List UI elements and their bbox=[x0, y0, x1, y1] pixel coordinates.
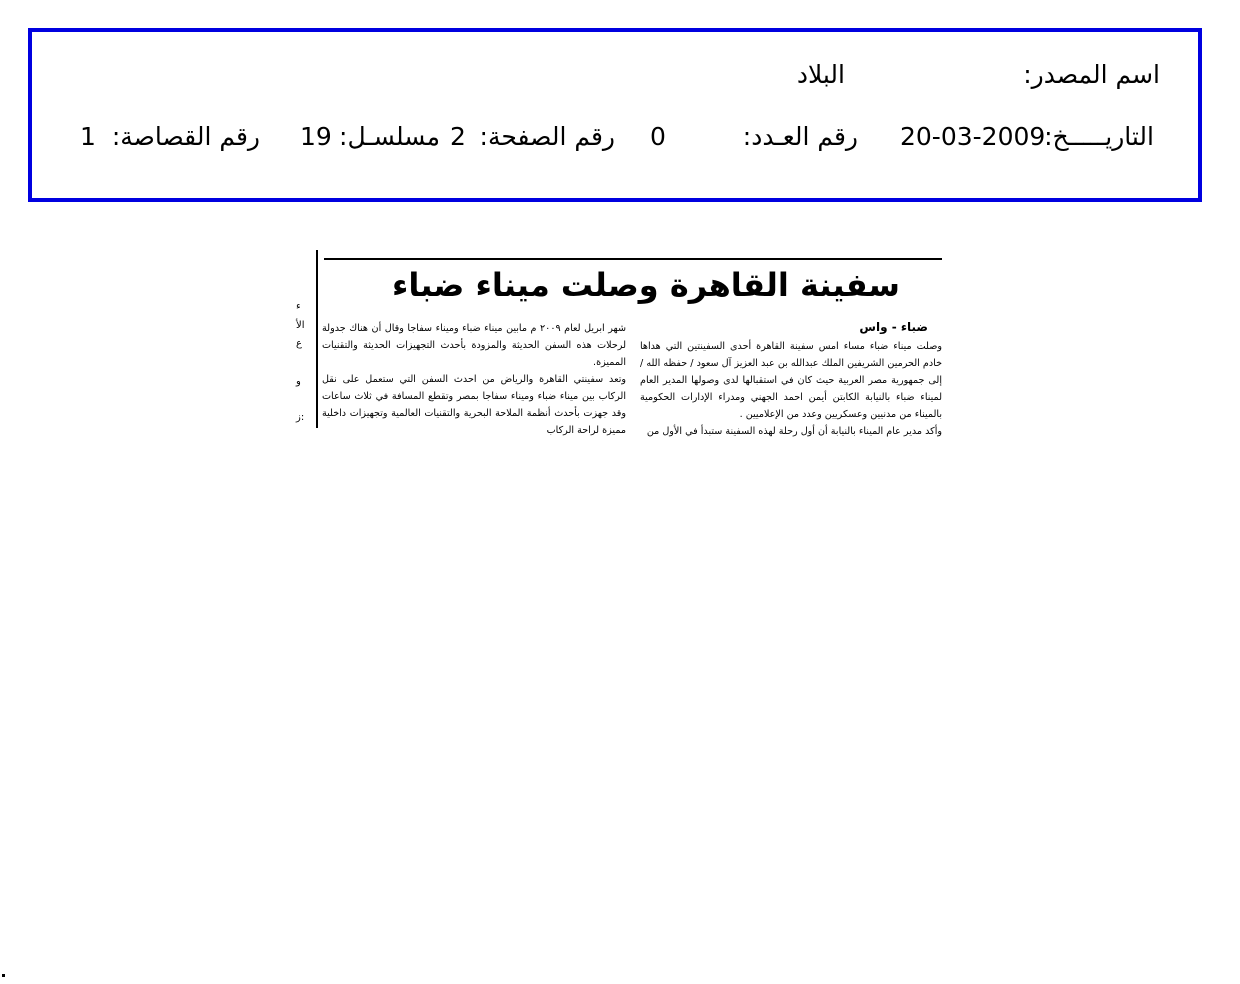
page-label: رقم الصفحة: bbox=[479, 122, 615, 151]
paragraph: وصلت ميناء ضباء مساء امس سفينة القاهرة أحدى السفينتين التي هداها خادم الحرمين الشريفين الملك عبدالله بن عبد العزيز آل سعود / حفظه الله / إلى جمهورية مصر العربية حيث كان في استقبالها لدى وصولها المدير العام لميناء ضباء بالنيابة الكابتن أيمن احمد الجهني ومدراء الإدارات الحكومية بالميناء من مدنيين وعسكريين وعدد من الإعلاميين . bbox=[640, 341, 942, 420]
source-label: اسم المصدر: bbox=[1023, 60, 1160, 89]
column-rule bbox=[316, 250, 318, 428]
page-value: 2 bbox=[450, 122, 466, 151]
cut-fragment: الأ bbox=[296, 320, 305, 331]
cut-fragment: و bbox=[296, 376, 301, 387]
article-left-column bbox=[322, 320, 626, 440]
date-label: التاريـــــخ: bbox=[1044, 122, 1154, 151]
cut-fragment: ز: bbox=[296, 412, 305, 423]
source-value: البلاد bbox=[796, 60, 845, 89]
article-byline: ضباء - واس bbox=[859, 320, 928, 334]
article-headline: سفينة القاهرة وصلت ميناء ضباء bbox=[391, 266, 900, 304]
cut-fragment: ء bbox=[296, 301, 301, 312]
clip-label: رقم القصاصة: bbox=[111, 122, 260, 151]
scan-speck bbox=[2, 974, 5, 977]
date-value: 20-03-2009 bbox=[900, 122, 1046, 151]
article-right-column bbox=[640, 338, 942, 440]
header-frame bbox=[28, 28, 1202, 202]
paragraph: وتعد سفينتي القاهرة والرياض من احدث السفن التي ستعمل على نقل الركاب بين ميناء ضباء وميناء سفاجا بمصر وتقطع المسافة في ثلاث ساعات وقد جهزت بأحدث أنظمة الملاحة البحرية والتقنيات العالمية وتجهيزات داخلية مميزة لراحة الركاب bbox=[322, 374, 626, 436]
cut-fragment: ع bbox=[296, 338, 302, 349]
paragraph: وأكد مدير عام الميناء بالنيابة أن أول رحلة لهذه السفينة ستبدأ في الأول من bbox=[646, 426, 942, 437]
serial-label: مسلسـل: bbox=[339, 122, 440, 151]
issue-value: 0 bbox=[650, 122, 666, 151]
serial-value: 19 bbox=[300, 122, 332, 151]
paragraph: شهر ابريل لعام ٢٠٠٩ م مابين ميناء ضباء وميناء سفاجا وقال أن هناك جدولة لرحلات هذه السفن الحديثة والمزودة بأحدث التجهيزات الحديثة والتقنيات المميزة. bbox=[322, 323, 626, 368]
clip-value: 1 bbox=[80, 122, 96, 151]
issue-label: رقم العـدد: bbox=[742, 122, 858, 151]
headline-rule bbox=[324, 258, 942, 260]
